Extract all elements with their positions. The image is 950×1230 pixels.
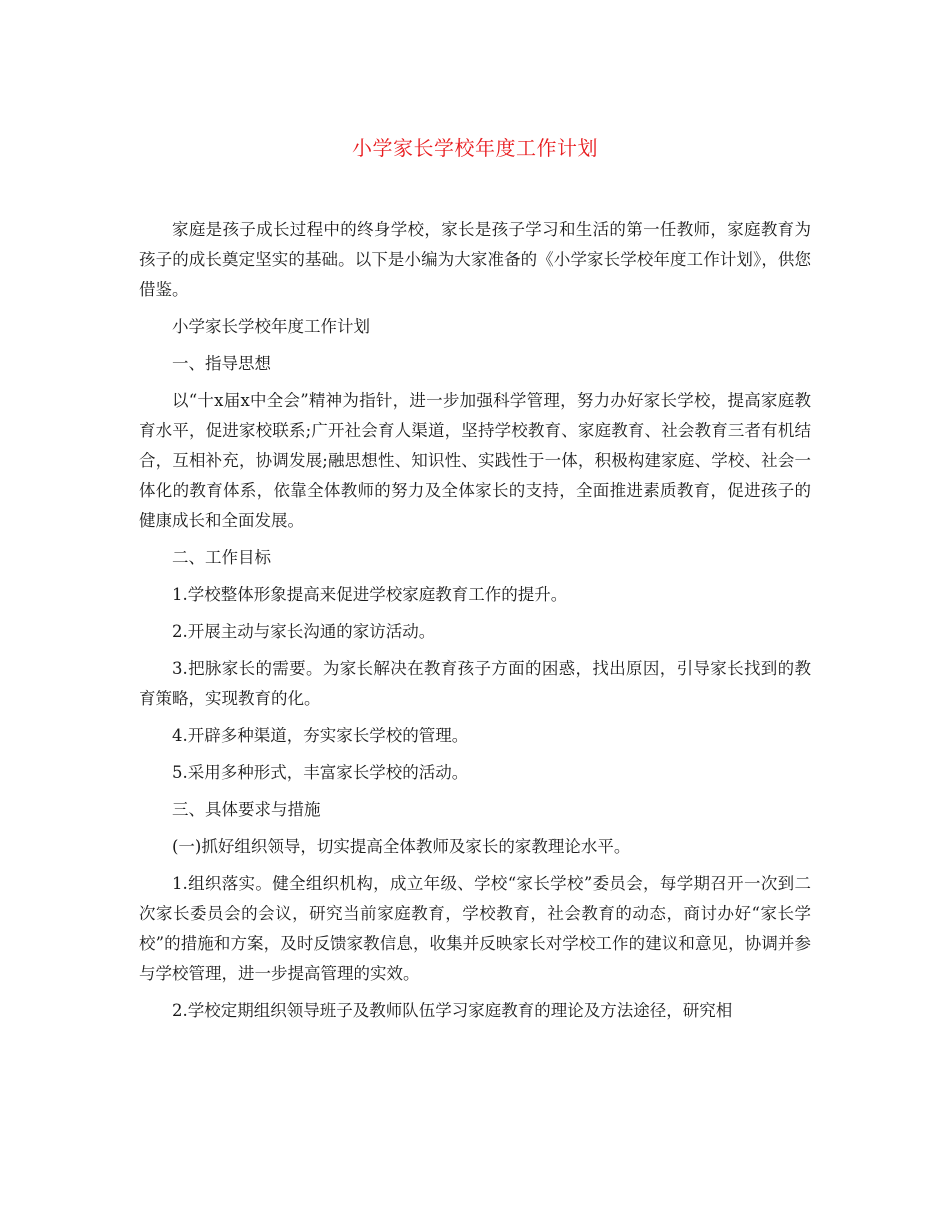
page-title: 小学家长学校年度工作计划 — [352, 136, 598, 160]
section-heading-requirements: 三、具体要求与措施 — [172, 800, 321, 819]
section-heading-guiding-ideology: 一、指导思想 — [172, 354, 271, 373]
paragraph-intro: 家庭是孩子成长过程中的终身学校，家长是孩子学习和生活的第一任教师，家庭教育为孩子的成长奠定坚实的基础。以下是小编为大家准备的《小学家长学校年度工作计划》，供您借鉴。 — [139, 220, 811, 299]
section-heading-work-goals: 二、工作目标 — [172, 548, 271, 567]
document-body — [139, 215, 811, 1033]
measure-item-1: 1.组织落实。健全组织机构，成立年级、学校“家长学校”委员会，每学期召开一次到二次家长委员会的会议，研究当前家庭教育，学校教育，社会教育的动态，商讨办好“家长学校”的措施和方案，及时反馈家教信息，收集并反映家长对学校工作的建议和意见，协调并参与学校管理，进一步提高管理的实效。 — [139, 874, 811, 983]
subsection-heading-organization: (一)抓好组织领导，切实提高全体教师及家长的家教理论水平。 — [172, 837, 631, 856]
goal-item-5: 5.采用多种形式，丰富家长学校的活动。 — [172, 763, 469, 782]
goal-item-2: 2.开展主动与家长沟通的家访活动。 — [172, 622, 436, 641]
goal-item-4: 4.开辟多种渠道，夯实家长学校的管理。 — [172, 726, 469, 745]
paragraph-subtitle: 小学家长学校年度工作计划 — [172, 317, 370, 336]
paragraph-guiding-ideology: 以“十x届x中全会”精神为指针，进一步加强科学管理，努力办好家长学校，提高家庭教育水平，促进家校联系;广开社会育人渠道，坚持学校教育、家庭教育、社会教育三者有机结合，互相补充，协调发展;融思想性、知识性、实践性于一体，积极构建家庭、学校、社会一体化的教育体系，依靠全体教师的努力及全体家长的支持，全面推进素质教育，促进孩子的健康成长和全面发展。 — [139, 391, 811, 530]
measure-item-2: 2.学校定期组织领导班子及教师队伍学习家庭教育的理论及方法途径，研究相 — [172, 1001, 733, 1020]
goal-item-3: 3.把脉家长的需要。为家长解决在教育孩子方面的困惑，找出原因，引导家长找到的教育策略，实现教育的化。 — [139, 659, 811, 708]
goal-item-1: 1.学校整体形象提高来促进学校家庭教育工作的提升。 — [172, 585, 568, 604]
